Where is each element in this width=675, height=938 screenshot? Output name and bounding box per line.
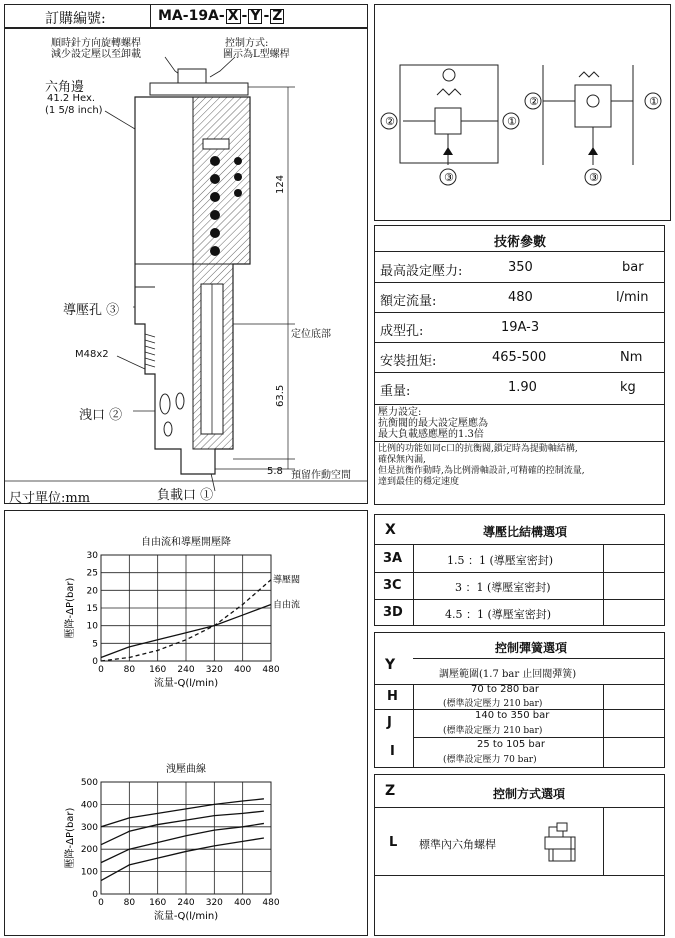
sep-1: - xyxy=(241,8,248,24)
hex-size: 41.2 Hex. xyxy=(47,93,96,104)
code-y-box: Y xyxy=(250,8,261,24)
y-tick-label: 15 xyxy=(86,604,98,614)
order-header xyxy=(4,4,368,28)
pilot-port-label: 導壓孔 ③ xyxy=(63,303,120,318)
tech-row-label: 成型孔: xyxy=(380,324,424,339)
port-2-right: ② xyxy=(529,95,539,108)
tech-row xyxy=(380,260,660,282)
y-tick-label: 0 xyxy=(92,657,98,667)
option-z-title: 控制方式選項 xyxy=(493,787,566,801)
note-line: 但是抗衡作動時,為比例滑軸設計,可精確的控制流量, xyxy=(378,466,585,476)
port-2-left: ② xyxy=(385,115,395,128)
tech-row-value: 480 xyxy=(508,290,533,305)
option-z-table xyxy=(374,774,665,936)
option-y-line2: (標準設定壓力 210 bar) xyxy=(443,699,543,709)
x-tick-label: 400 xyxy=(234,898,252,908)
option-x-text: 4.5 ：1 (導壓室密封) xyxy=(445,608,552,621)
option-y-line1: 70 to 280 bar xyxy=(471,684,539,695)
y-tick-label: 20 xyxy=(86,586,98,597)
x-tick-label: 0 xyxy=(98,665,104,675)
function-note xyxy=(378,444,585,488)
tech-row xyxy=(380,350,660,372)
option-y-range: 調壓範圍(1.7 bar 止回閥彈簧) xyxy=(439,669,577,680)
tech-title: 技術參數 xyxy=(493,235,546,250)
x-tick-label: 320 xyxy=(205,665,223,675)
x-tick-label: 400 xyxy=(234,665,252,675)
order-label: 訂購編號: xyxy=(45,11,106,27)
series-line xyxy=(101,811,264,845)
tech-row-label: 重量: xyxy=(380,384,411,399)
y-tick-label: 25 xyxy=(86,568,98,579)
tech-row-label: 額定流量: xyxy=(380,294,437,309)
y-tick-label: 0 xyxy=(92,890,98,900)
hydraulic-symbol xyxy=(375,5,670,220)
note-control: 控制方式: xyxy=(225,38,269,49)
load-port-label: 負載口 ① xyxy=(157,488,214,503)
x-tick-label: 240 xyxy=(177,665,195,675)
tech-row-value: 350 xyxy=(508,260,533,275)
option-z-text: 標準內六角螺桿 xyxy=(419,838,496,851)
x-tick-label: 80 xyxy=(123,665,136,675)
y-axis-label: 壓降-ΔP(bar) xyxy=(65,577,76,639)
tech-params-panel xyxy=(374,225,665,505)
port-3-right: ③ xyxy=(589,171,599,184)
option-x-code: 3A xyxy=(383,551,403,566)
unit-label: 尺寸單位:mm xyxy=(9,491,91,506)
option-y-code: H xyxy=(387,689,398,704)
charts-panel xyxy=(4,510,368,936)
x-axis-label: 流量-Q(l/min) xyxy=(153,911,219,922)
vent-port-label: 洩口 ② xyxy=(79,408,123,423)
note-line: 達到最佳的穩定速度 xyxy=(378,477,460,487)
tech-row-unit: bar xyxy=(622,260,644,275)
y-tick-label: 100 xyxy=(80,867,98,878)
locate-bottom-label: 定位底部 xyxy=(291,329,331,340)
x-tick-label: 160 xyxy=(149,898,167,908)
x-tick-label: 240 xyxy=(177,898,195,908)
tech-row-label: 安裝扭矩: xyxy=(380,354,437,369)
option-x-code: 3C xyxy=(383,578,402,593)
y-tick-label: 5 xyxy=(92,639,98,650)
option-y-table xyxy=(374,632,665,768)
y-tick-label: 300 xyxy=(80,822,98,833)
hex-label: 六角邊 xyxy=(45,80,85,95)
chart-title: 洩壓曲線 xyxy=(166,764,206,775)
port-1-left: ① xyxy=(507,115,517,128)
option-y-line1: 25 to 105 bar xyxy=(477,739,545,750)
dim-124: 124 xyxy=(275,174,286,194)
valve-cross-section xyxy=(5,29,367,503)
option-y-line2: (標準設定壓力 70 bar) xyxy=(443,755,537,765)
option-x-code: 3D xyxy=(383,605,403,620)
y-tick-label: 30 xyxy=(86,551,98,561)
port-1-right: ① xyxy=(649,95,659,108)
tech-row-value: 465-500 xyxy=(492,350,547,365)
note-line: 確保無內漏, xyxy=(378,455,426,465)
tech-row-unit: l/min xyxy=(616,290,649,305)
option-y-code: J xyxy=(387,715,392,730)
option-x-text: 1.5 ：1 (導壓室密封) xyxy=(447,554,554,567)
option-z-key: Z xyxy=(385,783,396,799)
y-tick-label: 200 xyxy=(80,845,98,856)
series-line xyxy=(101,823,264,862)
option-y-line2: (標準設定壓力 210 bar) xyxy=(443,726,543,736)
dim-5-8: 5.8 xyxy=(267,466,283,477)
tech-row-unit: kg xyxy=(620,380,636,395)
port-3-left: ③ xyxy=(444,171,454,184)
y-tick-label: 500 xyxy=(80,778,98,788)
valve-drawing-panel xyxy=(4,28,368,504)
x-tick-label: 0 xyxy=(98,898,104,908)
y-tick-label: 10 xyxy=(86,621,98,632)
reserve-space-label: 預留作動空間 xyxy=(291,470,351,481)
tech-row-label: 最高設定壓力: xyxy=(380,264,463,279)
note-line: 比例的功能如同c口的抗衡閥,鎖定時為提動軸結構, xyxy=(378,444,578,454)
hex-screw-icon xyxy=(541,819,591,869)
x-tick-label: 480 xyxy=(262,898,280,908)
note-line: 抗衡閥的最大設定壓應為 xyxy=(378,418,488,429)
series-label: 自由流 xyxy=(273,600,301,611)
option-y-code: I xyxy=(390,744,395,759)
series-line xyxy=(101,838,264,881)
tech-row xyxy=(380,290,660,312)
note-line: 壓力設定: xyxy=(378,407,422,418)
option-x-text: 3 ：1 (導壓室密封) xyxy=(455,581,551,594)
option-x-key: X xyxy=(385,522,396,538)
option-y-title: 控制彈簧選項 xyxy=(495,641,568,655)
code-z-box: Z xyxy=(272,8,283,24)
dim-63-5: 63.5 xyxy=(275,384,286,407)
y-axis-label: 壓降-ΔP(bar) xyxy=(65,807,76,869)
y-tick-label: 400 xyxy=(80,800,98,811)
option-x-title: 導壓比結構選項 xyxy=(483,525,568,539)
tech-row xyxy=(380,380,660,402)
thread-label: M48x2 xyxy=(75,349,109,360)
note-rotate: 順時針方向旋轉螺桿 xyxy=(51,38,141,49)
pressure-drop-chart xyxy=(5,511,367,716)
series-line xyxy=(101,799,264,827)
option-z-code: L xyxy=(389,835,398,850)
note-control2: 圖示為L型螺桿 xyxy=(223,49,290,60)
code-x-box: X xyxy=(227,8,239,24)
x-tick-label: 480 xyxy=(262,665,280,675)
option-y-line1: 140 to 350 bar xyxy=(475,710,550,721)
model-prefix: MA-19A- xyxy=(158,8,225,24)
pressure-note xyxy=(378,407,488,440)
hex-inch: (1 5/8 inch) xyxy=(45,105,103,116)
tech-row-value: 1.90 xyxy=(508,380,537,395)
option-x-table xyxy=(374,514,665,626)
chart-title: 自由流和導壓開壓降 xyxy=(141,537,231,548)
tech-row-value: 19A-3 xyxy=(501,320,540,335)
x-tick-label: 80 xyxy=(123,898,136,908)
hydraulic-schematic-panel xyxy=(374,4,671,221)
tech-row xyxy=(380,320,660,342)
tech-row-unit: Nm xyxy=(620,350,643,365)
note-line: 最大負載感應壓的1.3倍 xyxy=(378,429,484,440)
sep-2: - xyxy=(263,8,270,24)
x-tick-label: 160 xyxy=(149,665,167,675)
x-tick-label: 320 xyxy=(205,898,223,908)
x-axis-label: 流量-Q(l/min) xyxy=(153,678,219,689)
series-label: 導壓閥 xyxy=(273,575,301,586)
model-code xyxy=(158,8,285,24)
relief-curve-chart xyxy=(5,716,367,931)
note-rotate2: 減少設定壓以至卸載 xyxy=(51,49,141,60)
option-y-key: Y xyxy=(385,657,396,673)
